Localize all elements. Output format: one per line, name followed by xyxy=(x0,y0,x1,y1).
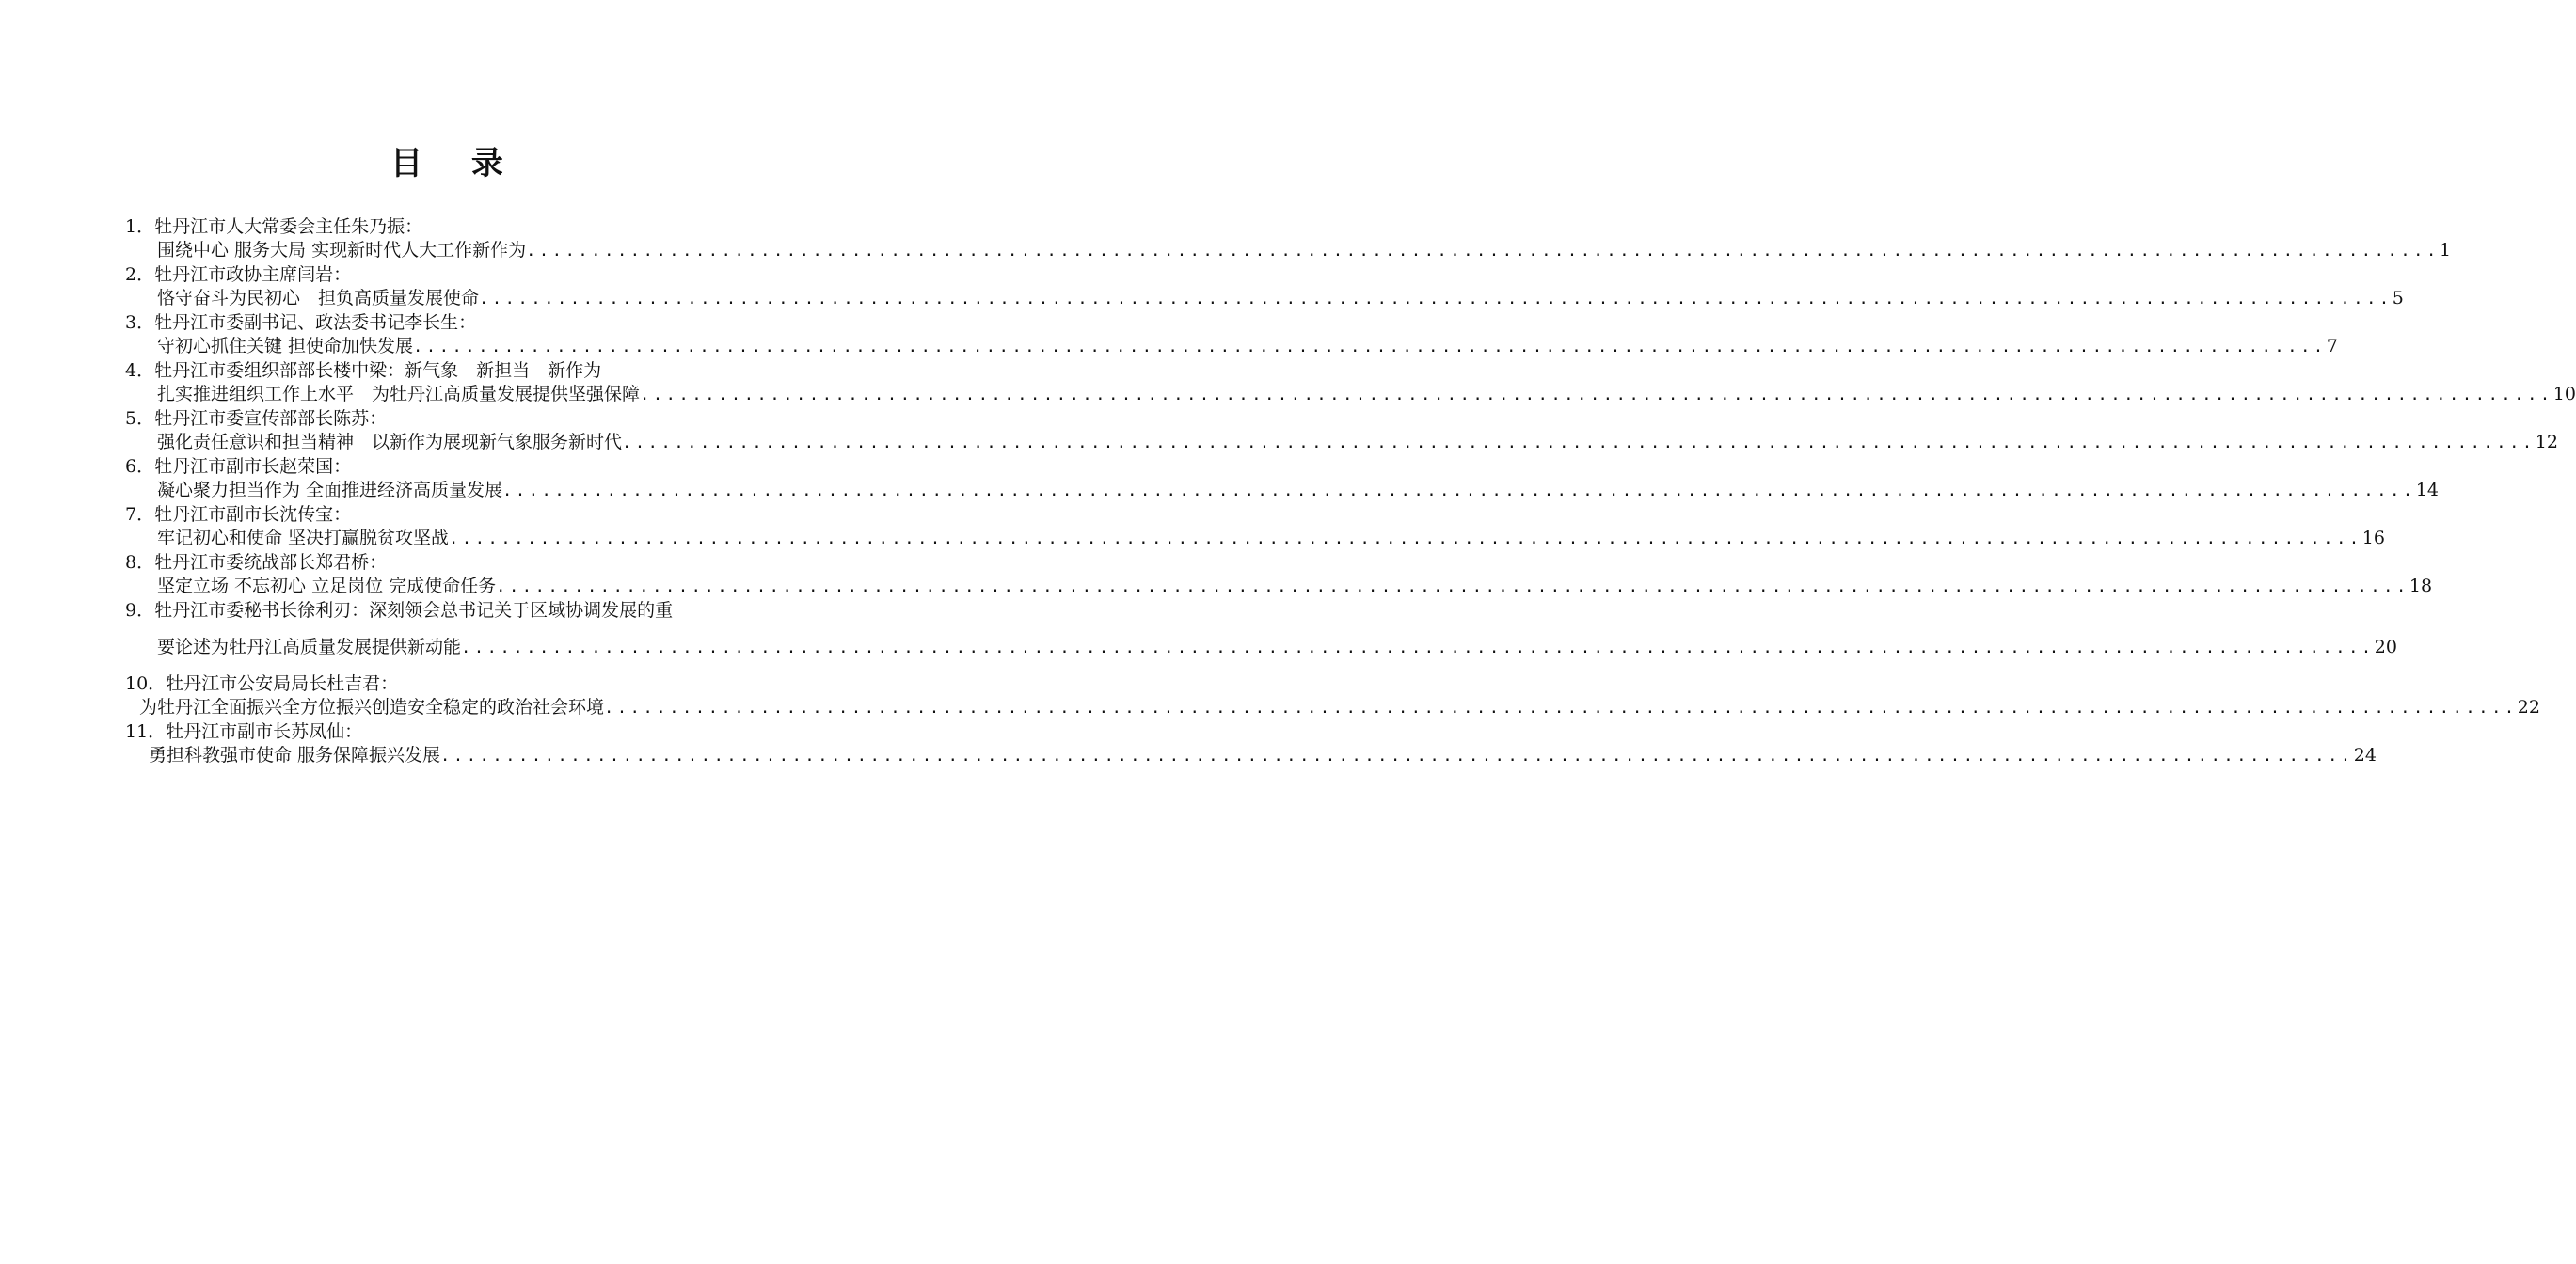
leader-dots: ................................................................................................................................................... xyxy=(449,529,2362,548)
toc-entry-7-page: 16 xyxy=(2361,528,2385,548)
leader-dots: ................................................................................................................................................... xyxy=(413,338,2327,356)
toc-entry-3-page: 7 xyxy=(2326,336,2338,356)
leader-dots: ................................................................................................................................................... xyxy=(640,386,2553,404)
toc-entry-7-title: 牢记初心和使命 坚决打赢脱贫攻坚战 xyxy=(157,528,450,548)
toc-entry-7[interactable] xyxy=(157,527,2385,550)
toc-entry-1-page: 1 xyxy=(2439,240,2451,261)
leader-dots: ................................................................................................................................................... xyxy=(526,242,2440,261)
leader-dots: ................................................................................................................................................... xyxy=(461,639,2375,657)
toc-entry-3-title: 守初心抓住关键 担使命加快发展 xyxy=(157,336,414,356)
toc-entry-9-title: 要论述为牡丹江高质量发展提供新动能 xyxy=(157,637,462,657)
toc-entry-8-page: 18 xyxy=(2409,576,2433,596)
toc-entry-4-heading: 4．牡丹江市委组织部部长楼中梁：新气象 新担当 新作为 xyxy=(125,360,602,381)
toc-entry-9-page: 20 xyxy=(2374,637,2397,657)
toc-entry-10-title: 为牡丹江全面振兴全方位振兴创造安全稳定的政治社会环境 xyxy=(139,697,605,718)
toc-entry-8-title: 坚定立场 不忘初心 立足岗位 完成使命任务 xyxy=(157,576,497,596)
toc-entry-9-heading: 9．牡丹江市委秘书长徐利刃：深刻领会总书记关于区域协调发展的重 xyxy=(125,600,674,621)
toc-entry-4[interactable] xyxy=(157,383,2576,406)
toc-entry-4-page: 10 xyxy=(2552,384,2576,404)
toc-entry-1[interactable] xyxy=(157,239,2451,262)
toc-entry-11-page: 24 xyxy=(2353,745,2377,766)
toc-entry-2[interactable] xyxy=(157,287,2404,310)
toc-entry-5-page: 12 xyxy=(2535,432,2558,452)
toc-entry-9[interactable] xyxy=(157,636,2397,659)
toc-entry-6-heading: 6．牡丹江市副市长赵荣国： xyxy=(125,456,352,477)
toc-entry-2-heading: 2．牡丹江市政协主席闫岩： xyxy=(125,264,352,285)
toc-entry-5-title: 强化责任意识和担当精神 以新作为展现新气象服务新时代 xyxy=(157,432,623,452)
toc-entry-3[interactable] xyxy=(157,335,2338,358)
toc-entry-6[interactable] xyxy=(157,479,2439,502)
toc-entry-10[interactable] xyxy=(139,696,2540,719)
toc-entry-7-heading: 7．牡丹江市副市长沈传宝： xyxy=(125,504,352,525)
toc-entry-4-title: 扎实推进组织工作上水平 为牡丹江高质量发展提供坚强保障 xyxy=(157,384,641,404)
leader-dots: ................................................................................................................................................... xyxy=(604,699,2518,718)
toc-entry-6-page: 14 xyxy=(2415,480,2439,500)
toc-entry-2-title: 恪守奋斗为民初心 担负高质量发展使命 xyxy=(157,288,480,308)
toc-entry-6-title: 凝心聚力担当作为 全面推进经济高质量发展 xyxy=(157,480,503,500)
leader-dots: ................................................................................................................................................... xyxy=(440,747,2354,766)
toc-entry-10-heading: 10．牡丹江市公安局局长杜吉君： xyxy=(125,673,399,694)
leader-dots: ................................................................................................................................................... xyxy=(479,290,2393,308)
leader-dots: ................................................................................................................................................... xyxy=(622,434,2536,452)
toc-title: 目 录 xyxy=(390,145,522,182)
toc-entry-11[interactable] xyxy=(149,744,2377,767)
toc-entry-11-heading: 11．牡丹江市副市长苏凤仙： xyxy=(125,721,363,742)
leader-dots: ................................................................................................................................................... xyxy=(502,482,2416,500)
toc-entry-1-heading: 1．牡丹江市人大常委会主任朱乃振： xyxy=(125,216,423,237)
toc-entry-5-heading: 5．牡丹江市委宣传部部长陈苏： xyxy=(125,408,388,429)
toc-entry-10-page: 22 xyxy=(2517,697,2540,718)
toc-entry-2-page: 5 xyxy=(2392,288,2404,308)
toc-entry-11-title: 勇担科教强市使命 服务保障振兴发展 xyxy=(149,745,441,766)
toc-entry-5[interactable] xyxy=(157,431,2558,454)
toc-entry-3-heading: 3．牡丹江市委副书记、政法委书记李长生： xyxy=(125,312,477,333)
toc-entry-1-title: 围绕中心 服务大局 实现新时代人大工作新作为 xyxy=(157,240,527,261)
toc-entry-8-heading: 8．牡丹江市委统战部长郑君桥： xyxy=(125,552,388,573)
leader-dots: ................................................................................................................................................... xyxy=(496,577,2409,596)
toc-entry-8[interactable] xyxy=(157,575,2433,598)
